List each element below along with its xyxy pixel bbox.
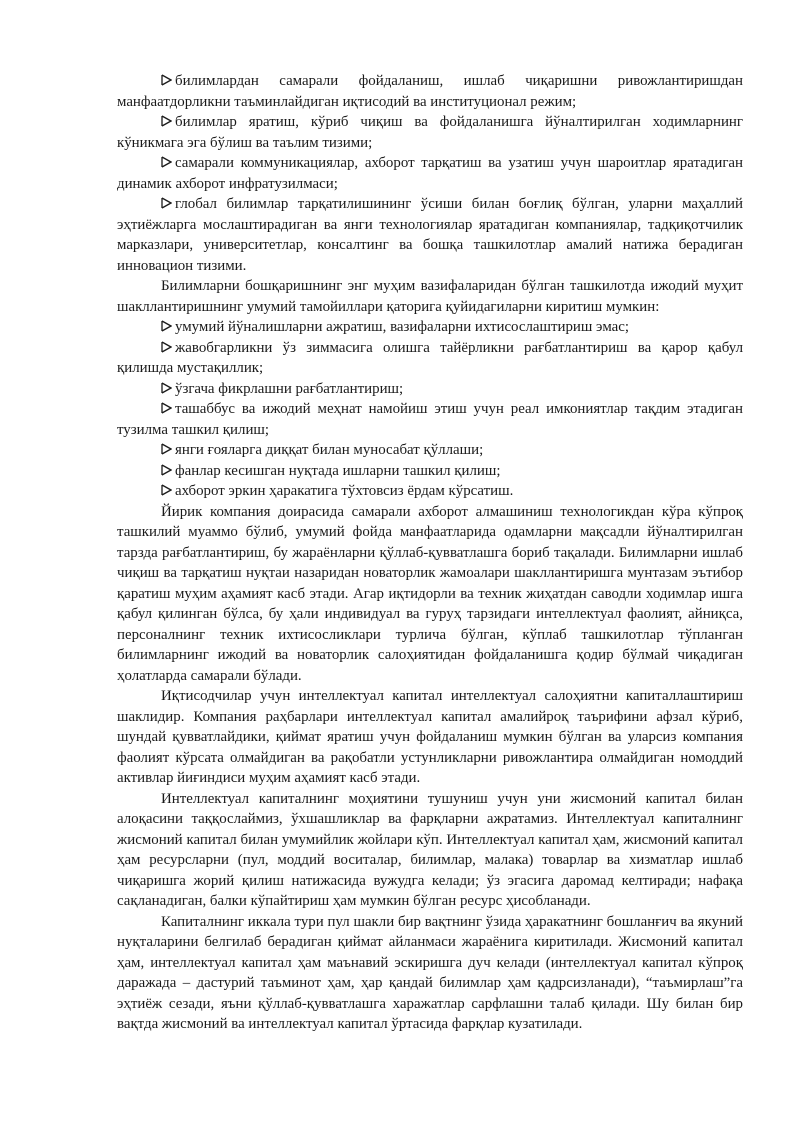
arrow-bullet-icon xyxy=(161,155,175,167)
text: глобал билимлар тарқатилишининг ўсиши билан боғлиқ бўлган, уларни маҳаллий эҳтиёжларга мослаштирадиган ва янги технологиялар яратадиган компаниялар, тадқиқотчилик марказлари, университетлар, консалтинг ва бошқа ташкилотлар амалий натижа берадиган инновацион тизими. xyxy=(117,196,743,274)
text: самарали коммуникациялар, ахборот тарқатиш ва узатиш учун шароитлар яратадиган динамик ахборот инфратузилмаси; xyxy=(117,155,743,192)
bullet-item xyxy=(117,440,743,461)
text: жавобгарликни ўз зиммасига олишга тайёрликни рағбатлантириш ва қарор қабул қилишда мустақиллик; xyxy=(117,339,743,376)
text: билимлар яратиш, кўриб чиқиш ва фойдаланишга йўналтирилган ходимларнинг кўникмага эга бўлиш ва таълим тизими; xyxy=(117,114,743,151)
text: фанлар кесишган нуқтада ишларни ташкил қилиш; xyxy=(175,462,501,479)
paragraph xyxy=(117,912,743,1035)
paragraph xyxy=(117,276,743,317)
document-page xyxy=(117,71,743,1035)
arrow-bullet-icon xyxy=(161,319,175,331)
paragraph xyxy=(117,789,743,912)
paragraph xyxy=(117,686,743,789)
text: янги ғояларга диққат билан муносабат қўллаши; xyxy=(175,442,484,458)
text: ахборот эркин ҳаракатига тўхтовсиз ёрдам кўрсатиш. xyxy=(175,483,514,499)
arrow-bullet-icon xyxy=(161,483,175,495)
text: Билимларни бошқаришнинг энг муҳим вазифаларидан бўлган ташкилотда ижодий муҳит шакллантиришнинг умумий тамойиллари қаторига қуйидагиларни киритиш мумкин: xyxy=(117,278,743,315)
bullet-item xyxy=(117,481,743,502)
text: Интеллектуал капиталнинг моҳиятини тушуниш учун уни жисмоний капитал билан алоқасини таққослаймиз, ўхшашликлар ва фарқларни ажратамиз. Интеллектуал капиталнинг жисмоний капитал билан умумийлик жойлари кўп. Интеллектуал капитал ҳам, жисмоний капитал ҳам ресурсларни (пул, моддий воситалар, билимлар, малака) товарлар ва хизматлар ишлаб чиқаришга жорий қилиш натижасида вужудга келади; ўз эгасига даромад келтиради; нафақа сақланадиган, балки кўпайтириш ҳам мумкин бўлган ресурс ҳисобланади. xyxy=(117,790,743,909)
arrow-bullet-icon xyxy=(161,196,175,208)
bullet-item xyxy=(117,317,743,338)
text: умумий йўналишларни ажратиш, вазифаларни ихтисослаштириш эмас; xyxy=(175,319,629,335)
bullet-item xyxy=(117,399,743,440)
bullet-item xyxy=(117,71,743,112)
text: билимлардан самарали фойдаланиш, ишлаб чиқаришни ривожлантиришдан манфаатдорликни таъминлайдиган иқтисодий ва институционал режим; xyxy=(117,73,743,110)
arrow-bullet-icon xyxy=(161,381,175,393)
text: ўзгача фикрлашни рағбатлантириш; xyxy=(175,380,404,397)
text: Иқтисодчилар учун интеллектуал капитал интеллектуал салоҳиятни капиталлаштириш шаклидир. Компания раҳбарлари интеллектуал капитал амалийроқ таърифини афзал кўриб, шундай қувватлайдики, қиймат яратиш учун фойдаланиш мумкин бўлган ва уларсиз компания фаолият кўрсата олмайдиган ва рақобатли устунликларни ривожлантира олмайдиган номоддий активлар йиғиндиси муҳим аҳамият касб этади. xyxy=(117,688,743,786)
bullet-item xyxy=(117,153,743,194)
arrow-bullet-icon xyxy=(161,73,175,85)
bullet-item xyxy=(117,461,743,482)
arrow-bullet-icon xyxy=(161,114,175,126)
bullet-item xyxy=(117,379,743,400)
text: Капиталнинг иккала тури пул шакли бир вақтнинг ўзида ҳаракатнинг бошланғич ва якуний нуқталарини белгилаб берадиган қиймат айланмаси жараёнига киритилади. Жисмоний капитал ҳам, интеллектуал капитал ҳам маънавий эскиришга дуч келади (интеллектуал капитал кўпроқ даражада – дастурий таъминот ҳам, ҳар қандай билимлар ҳам қадрсизланади), “таъмирлаш”га эҳтиёж сезади, яъни қўллаб-қувватлашга харажатлар сарфлашни талаб қилади. Шу билан бир вақтда жисмоний ва интеллектуал капитал ўртасида фарқлар кузатилади. xyxy=(117,913,743,1032)
bullet-item xyxy=(117,112,743,153)
arrow-bullet-icon xyxy=(161,442,175,454)
bullet-item xyxy=(117,194,743,276)
arrow-bullet-icon xyxy=(161,401,175,413)
arrow-bullet-icon xyxy=(161,463,175,475)
bullet-item xyxy=(117,338,743,379)
paragraph xyxy=(117,502,743,687)
text: Йирик компания доирасида самарали ахборот алмашиниш технологикдан кўра кўпроқ ташкилий муаммо бўлиб, умумий фойда манфаатларида одамларни мақсадли йўналтирилган тарзда рағбатлантириш, бу жараёнларни қўллаб-қувватлашга бориб тақалади. Билимларни ишлаб чиқиш ва тарқатиш нуқтаи назаридан новаторлик жамоалари шакллантиришга мунтазам эътибор қаратиш муҳим аҳамият касб этади. Агар иқтидорли ва техник жиҳатдан саводли ходимлар ишга қабул қилинган бўлса, бу ҳали индивидуал ва гуруҳ тарзидаги интеллектуал фаолият, айниқса, персоналнинг техник ихтисосликлари турлича бўлган, кўплаб ташкилотлар тўпланган билимларнинг ижодий ва новаторлик салоҳиятидан фойдаланишга қодир бўлмай чиқадиган ҳолатларда самарали бўлади. xyxy=(117,503,743,684)
text: ташаббус ва ижодий меҳнат намойиш этиш учун реал имкониятлар тақдим этадиган тузилма ташкил қилиш; xyxy=(117,401,743,438)
arrow-bullet-icon xyxy=(161,340,175,352)
